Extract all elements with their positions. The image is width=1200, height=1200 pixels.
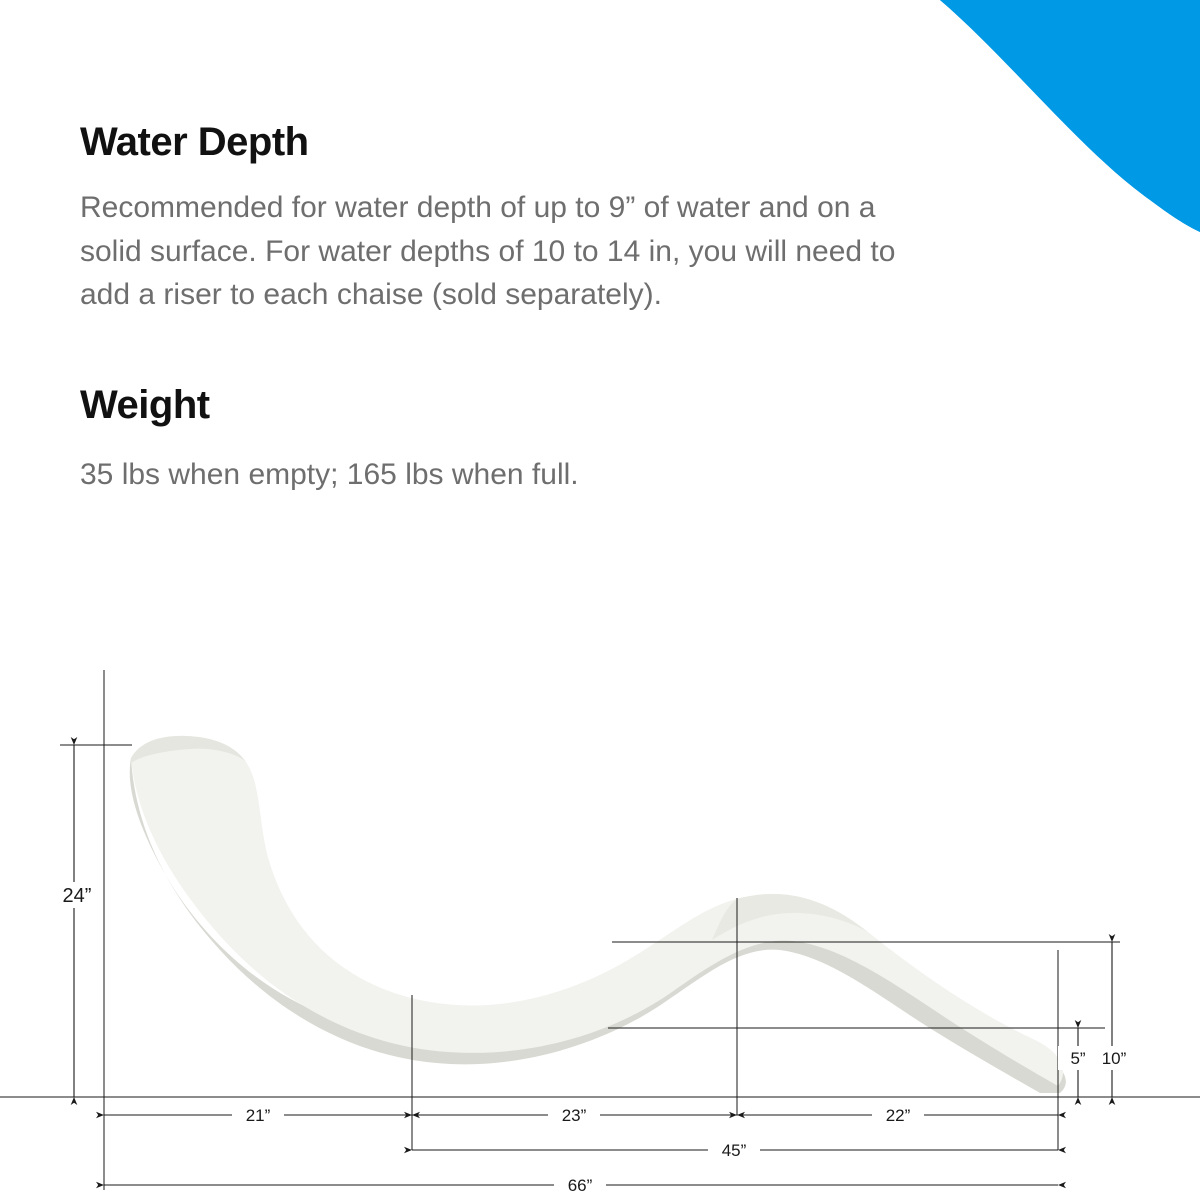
dim-label-segment-right: 22” (885, 1106, 911, 1125)
dim-label-seat-height: 5” (1070, 1049, 1086, 1068)
diagram-svg (0, 650, 1200, 1200)
dim-label-back-low-height: 10” (1101, 1049, 1127, 1068)
dim-label-span-mid: 45” (721, 1141, 747, 1160)
section-weight (80, 383, 940, 497)
chaise-lounge-illustration (130, 736, 1066, 1093)
chaise-dimension-diagram (0, 650, 1200, 1200)
dim-label-height-24: 24” (62, 885, 92, 907)
water-depth-body: Recommended for water depth of up to 9” of water and on a solid surface. For water depths of 10 to 14 in, you will need to add a riser to each chaise (sold separately). (80, 191, 896, 311)
water-depth-heading: Water Depth (80, 120, 309, 164)
weight-heading: Weight (80, 382, 210, 427)
dim-label-span-total: 66” (567, 1176, 593, 1195)
text-content (80, 120, 940, 496)
dim-label-segment-left: 21” (245, 1106, 271, 1125)
weight-body: 35 lbs when empty; 165 lbs when full. (80, 457, 579, 491)
dim-label-segment-middle: 23” (561, 1106, 587, 1125)
section-water-depth (80, 120, 940, 317)
